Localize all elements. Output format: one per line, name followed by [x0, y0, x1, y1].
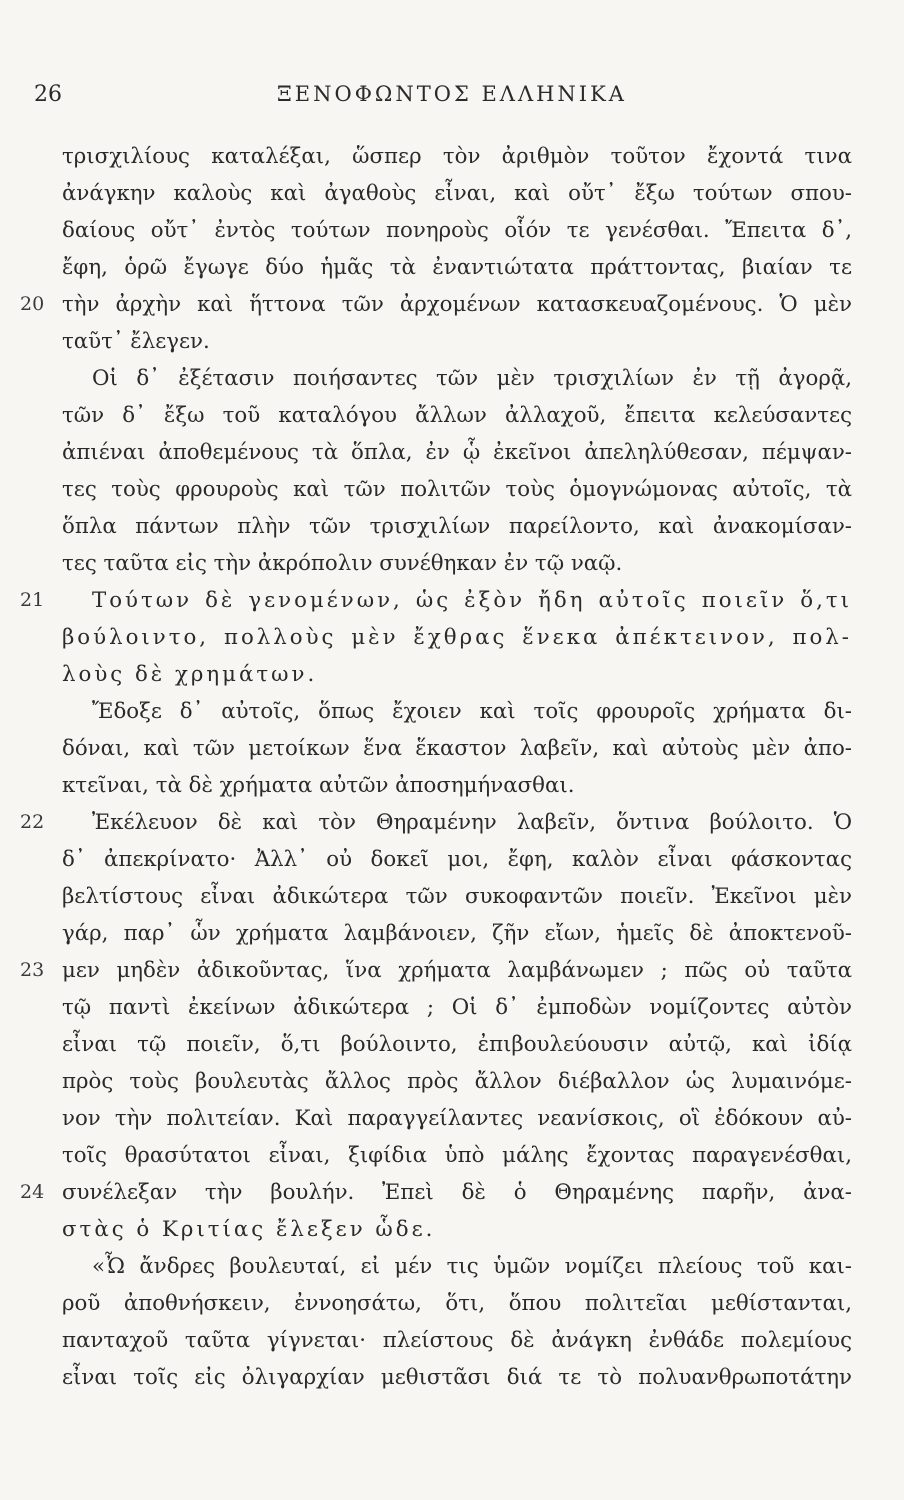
section-number: 21 — [20, 589, 45, 611]
text-line: λοὺς δὲ χρημάτων. — [62, 662, 318, 687]
text-line: ἀνάγκην καλοὺς καὶ ἀγαθοὺς εἶναι, καὶ οὔτ᾽ ἔξω τούτων σπου- — [62, 181, 852, 206]
text-line: τρισχιλίους καταλέξαι, ὥσπερ τὸν ἀριθμὸν τοῦτον ἔχοντά τινα — [62, 144, 852, 169]
text-line: Οἱ δ᾽ ἐξέτασιν ποιήσαντες τῶν μὲν τρισχιλίων ἐν τῇ ἀγορᾷ, — [92, 366, 852, 391]
text-line: πρὸς τοὺς βουλευτὰς ἄλλος πρὸς ἄλλον διέβαλλον ὡς λυμαινόμε- — [62, 1069, 852, 1094]
text-line: εἶναι τῷ ποιεῖν, ὅ,τι βούλοιντο, ἐπιβουλεύουσιν αὐτῷ, καὶ ἰδίᾳ — [62, 1032, 852, 1057]
text-line: εἶναι τοῖς εἰς ὀλιγαρχίαν μεθιστᾶσι διά τε τὸ πολυανθρωποτάτην — [62, 1365, 852, 1390]
text-line: «Ὦ ἄνδρες βουλευταί, εἰ μέν τις ὑμῶν νομίζει πλείους τοῦ και- — [92, 1254, 852, 1279]
text-line: δόναι, καὶ τῶν μετοίκων ἕνα ἕκαστον λαβεῖν, καὶ αὐτοὺς μὲν ἀπο- — [62, 736, 852, 761]
text-line: δ᾽ ἀπεκρίνατο· Ἀλλ᾽ οὐ δοκεῖ μοι, ἔφη, καλὸν εἶναι φάσκοντας — [62, 847, 852, 872]
text-line: ταῦτ᾽ ἔλεγεν. — [62, 329, 210, 354]
body-text — [20, 138, 852, 1396]
text-line: νον τὴν πολιτείαν. Καὶ παραγγείλαντες νεανίσκοις, οἳ ἐδόκουν αὐ- — [62, 1106, 852, 1131]
text-line: τες τοὺς φρουροὺς καὶ τῶν πολιτῶν τοὺς ὁμογνώμονας αὐτοῖς, τὰ — [62, 477, 852, 502]
section-number: 20 — [20, 293, 45, 315]
text-line: 20 τὴν ἀρχὴν καὶ ἥττονα τῶν ἀρχομένων κατασκευαζομένους. Ὁ μὲν — [62, 286, 852, 323]
text-line: τες ταῦτα εἰς τὴν ἀκρόπολιν συνέθηκαν ἐν τῷ ναῷ. — [62, 551, 623, 576]
text-line: 24 συνέλεξαν τὴν βουλήν. Ἐπεὶ δὲ ὁ Θηραμένης παρῆν, ἀνα- — [62, 1174, 852, 1211]
section-number: 24 — [20, 1181, 45, 1203]
page-number: 26 — [34, 82, 62, 107]
text-line: δαίους οὔτ᾽ ἐντὸς τούτων πονηροὺς οἷόν τε γενέσθαι. Ἔπειτα δ᾽, — [62, 218, 852, 243]
page-header — [0, 82, 904, 116]
text-line: ἀπιέναι ἀποθεμένους τὰ ὅπλα, ἐν ᾧ ἐκεῖνοι ἀπεληλύθεσαν, πέμψαν- — [62, 440, 852, 465]
text-line: πανταχοῦ ταῦτα γίγνεται· πλείστους δὲ ἀνάγκη ἐνθάδε πολεμίους — [62, 1328, 852, 1353]
text-line: βελτίστους εἶναι ἀδικώτερα τῶν συκοφαντῶν ποιεῖν. Ἐκεῖνοι μὲν — [62, 884, 852, 909]
text-line: 22 Ἐκέλευον δὲ καὶ τὸν Θηραμένην λαβεῖν, ὅντινα βούλοιτο. Ὁ — [62, 804, 852, 841]
text-line: γάρ, παρ᾽ ὧν χρήματα λαμβάνοιεν, ζῆν εἴων, ἡμεῖς δὲ ἀποκτενοῦ- — [62, 921, 852, 946]
running-head: ΞΕΝΟΦΩΝΤΟΣ ΕΛΛΗΝΙΚΑ — [277, 82, 627, 106]
text-line: 23 μεν μηδὲν ἀδικοῦντας, ἵνα χρήματα λαμβάνωμεν ; πῶς οὐ ταῦτα — [62, 952, 852, 989]
text-line: 21 Τούτων δὲ γενομένων, ὡς ἐξὸν ἤδη αὐτοῖς ποιεῖν ὅ,τι — [62, 582, 852, 619]
section-number: 23 — [20, 959, 45, 981]
text-line: τοῖς θρασύτατοι εἶναι, ξιφίδια ὑπὸ μάλης ἔχοντας παραγενέσθαι, — [62, 1143, 852, 1168]
text-line: τῶν δ᾽ ἔξω τοῦ καταλόγου ἄλλων ἀλλαχοῦ, ἔπειτα κελεύσαντες — [62, 403, 852, 428]
text-line: τῷ παντὶ ἐκείνων ἀδικώτερα ; Οἱ δ᾽ ἐμποδὼν νομίζοντες αὐτὸν — [62, 995, 852, 1020]
text-line: Ἔδοξε δ᾽ αὐτοῖς, ὅπως ἔχοιεν καὶ τοῖς φρουροῖς χρήματα δι- — [92, 699, 852, 724]
text-line: κτεῖναι, τὰ δὲ χρήματα αὐτῶν ἀποσημήνασθαι. — [62, 773, 575, 798]
text-line: ροῦ ἀποθνήσκειν, ἐννοησάτω, ὅτι, ὅπου πολιτεῖαι μεθίστανται, — [62, 1291, 852, 1316]
text-line: στὰς ὁ Κριτίας ἔλεξεν ὧδε. — [62, 1217, 436, 1242]
section-number: 22 — [20, 811, 45, 833]
text-line: ὅπλα πάντων πλὴν τῶν τρισχιλίων παρείλοντο, καὶ ἀνακομίσαν- — [62, 514, 852, 539]
text-line: βούλοιντο, πολλοὺς μὲν ἔχθρας ἕνεκα ἀπέκτεινον, πολ- — [62, 625, 852, 650]
text-line: ἔφη, ὁρῶ ἔγωγε δύο ἡμᾶς τὰ ἐναντιώτατα πράττοντας, βιαίαν τε — [62, 255, 852, 280]
